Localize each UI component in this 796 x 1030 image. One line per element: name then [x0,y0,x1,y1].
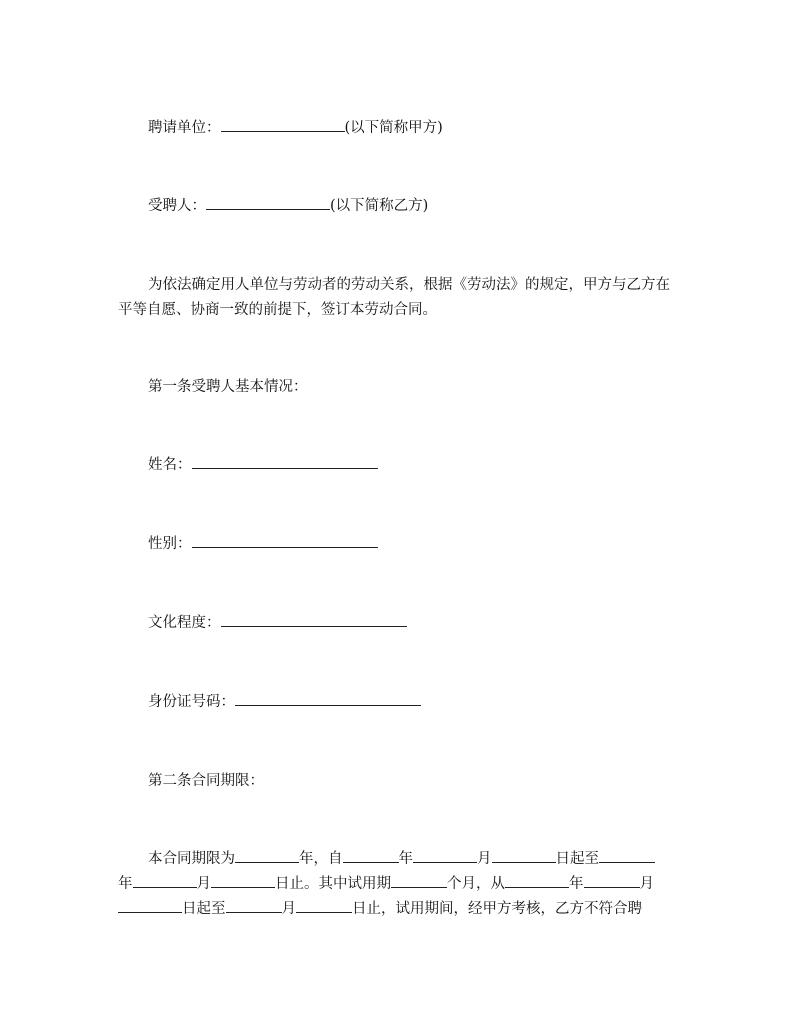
term-line-2 [118,872,680,897]
term-text-2: 年，自 [299,851,343,867]
id-number-line [118,690,710,715]
term-line-1 [118,847,710,872]
gender-line [118,532,710,557]
start-year-blank[interactable] [343,848,399,863]
probation-start-day-blank[interactable] [118,898,182,913]
start-month-blank[interactable] [413,848,477,863]
term-text-10: 年 [569,876,584,892]
probation-months-blank[interactable] [391,873,447,888]
id-number-label: 身份证号码： [148,694,235,710]
employee-line [118,194,710,219]
education-line [118,611,710,636]
id-number-blank[interactable] [235,691,421,706]
term-text-12: 日起至 [182,901,226,917]
preamble-paragraph: 为依法确定用人单位与劳动者的劳动关系，根据《劳动法》的规定，甲方与乙方在平等自愿、协商一致的前提下，签订本劳动合同。 [118,277,670,318]
term-text-6: 年 [118,876,133,892]
gender-label: 性别： [148,536,192,552]
term-text-4: 月 [477,851,492,867]
start-day-blank[interactable] [492,848,556,863]
education-blank[interactable] [221,612,407,627]
term-text-8: 日止。其中试用期 [275,876,391,892]
term-text-14: 日止，试用期间，经甲方考核，乙方不符合聘 [352,901,642,917]
probation-start-month-blank[interactable] [584,873,640,888]
end-day-blank[interactable] [211,873,275,888]
employer-blank[interactable] [221,117,345,132]
term-years-blank[interactable] [235,848,299,863]
article2-heading: 第二条合同期限： [148,773,264,789]
end-year-blank[interactable] [599,848,655,863]
probation-end-day-blank[interactable] [296,898,352,913]
employee-suffix: (以下简称乙方) [330,198,429,214]
education-label: 文化程度： [148,615,221,631]
term-text-1: 本合同期限为 [148,851,235,867]
employer-line [118,116,710,141]
employee-label: 受聘人： [148,198,206,214]
name-label: 姓名： [148,457,192,473]
term-text-5: 日起至 [555,851,599,867]
article1-heading: 第一条受聘人基本情况： [148,379,308,395]
name-line [118,453,710,478]
term-text-11: 月 [639,876,654,892]
term-text-3: 年 [398,851,413,867]
employee-blank[interactable] [206,195,330,210]
term-text-7: 月 [196,876,211,892]
probation-end-month-blank[interactable] [226,898,282,913]
term-line-3 [118,897,680,922]
probation-start-year-blank[interactable] [505,873,569,888]
gender-blank[interactable] [192,533,378,548]
name-blank[interactable] [192,454,378,469]
end-month-blank[interactable] [133,873,197,888]
term-text-13: 月 [281,901,296,917]
employer-label: 聘请单位： [148,120,221,136]
employer-suffix: (以下简称甲方) [344,120,443,136]
term-text-9: 个月，从 [447,876,505,892]
